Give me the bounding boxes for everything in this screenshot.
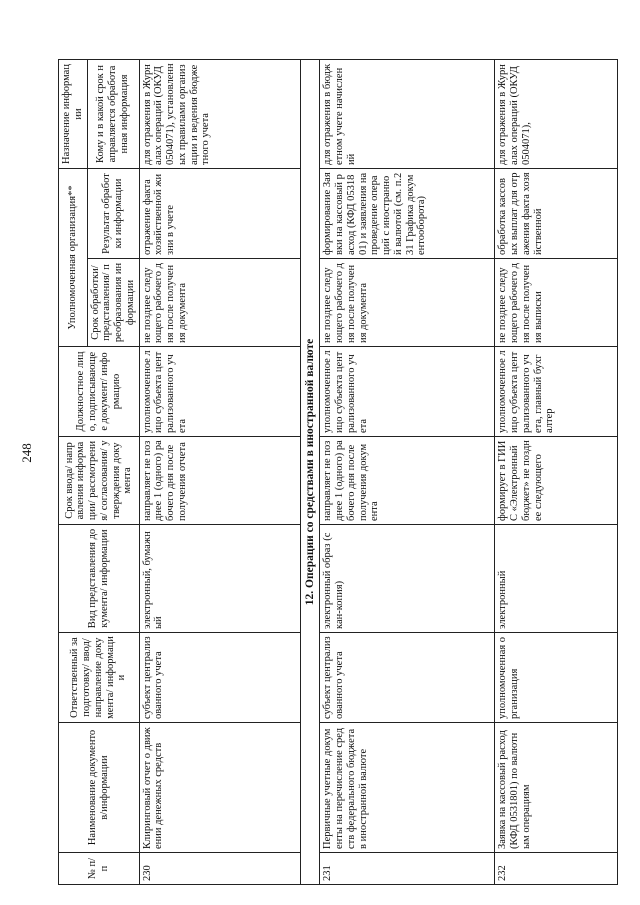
header-official: Должностное лицо, подписывающее документ/ информацию <box>59 347 140 437</box>
cell-name: Заявка на кассовый расход (КФД 0531801) по валютным операциям <box>495 723 618 853</box>
section-row <box>300 60 320 885</box>
header-deadline: Срок ввода/ направления информации/ рассмотрения/ согласования/ утверждения документа <box>59 437 140 525</box>
table-row <box>320 60 495 885</box>
cell-responsible: субъект централизованного учета <box>139 633 300 723</box>
cell-num: 230 <box>139 853 300 885</box>
header-processing-result: Результат обработки информации <box>87 169 139 259</box>
cell-recipient: для отражения в Журналах операций (ОКУД 0504071), установленных правилами организации и ведения бюджетного учета <box>139 60 300 169</box>
cell-recipient: для отражения в Журналах операций (ОКУД 0504071), <box>495 60 618 169</box>
cell-name: Первичные учетные документы на перечисление средств федерального бюджета в иностранной валюте <box>320 723 495 853</box>
cell-official: уполномоченное лицо субъекта централизованного учета, главный бухгалтер <box>495 347 618 437</box>
page-number: 248 <box>19 443 34 463</box>
cell-processing-deadline: не позднее следующего рабочего дня после получения документа <box>139 259 300 347</box>
header-responsible: Ответственный за подготовку/ ввод/ направление документа/ информации <box>59 633 140 723</box>
cell-official: уполномоченное лицо субъекта централизованного учета <box>139 347 300 437</box>
header-authorized-org: Уполномоченная организация** <box>59 169 88 347</box>
cell-recipient: для отражения в бюджетном учете начислений <box>320 60 495 169</box>
header-num: № п/п <box>59 853 140 885</box>
cell-form: электронный, бумажный <box>139 525 300 633</box>
table-row <box>139 60 300 885</box>
cell-name: Клиринговый отчет о движении денежных средств <box>139 723 300 853</box>
cell-official: уполномоченное лицо субъекта централизованного учета <box>320 347 495 437</box>
cell-responsible: субъект централизованного учета <box>320 633 495 723</box>
header-purpose: Назначение информации <box>59 60 88 169</box>
cell-num: 231 <box>320 853 495 885</box>
cell-num: 232 <box>495 853 618 885</box>
header-name: Наименование документов/информации <box>59 723 140 853</box>
cell-processing-result: формирование Заявки на кассовый расход (КФД 0531801) и заявления на проведение операций с иностранной валютой (см. п.231 Графика документооборота) <box>320 169 495 259</box>
cell-processing-deadline: не позднее следующего рабочего дня после получения выписки <box>495 259 618 347</box>
cell-processing-deadline: не позднее следующего рабочего дня после получения документа <box>320 259 495 347</box>
cell-processing-result: отражение факта хозяйственной жизни в учете <box>139 169 300 259</box>
header-processing-deadline: Срок обработки/ представления/ преобразования информации <box>87 259 139 347</box>
section-title: 12. Операции со средствами в иностранной валюте <box>300 60 320 885</box>
document-flow-table <box>58 59 618 885</box>
table-row <box>495 60 618 885</box>
header-recipient: Кому и в какой срок направляется обработанная информация <box>87 60 139 169</box>
header-form: Вид представления документа/ информации <box>59 525 140 633</box>
cell-form: электронный <box>495 525 618 633</box>
cell-processing-result: обработка кассовых выплат для отражения факта хозяйственной <box>495 169 618 259</box>
cell-responsible: уполномоченная организация <box>495 633 618 723</box>
cell-deadline: формирует в ГИИС «Электронный бюджет» не позднее следующего <box>495 437 618 525</box>
header-row-top <box>59 60 88 885</box>
rotated-table-container <box>58 60 626 885</box>
cell-deadline: направляет не позднее 1 (одного) рабочего дня после получения отчета <box>139 437 300 525</box>
cell-deadline: направляет не позднее 1 (одного) рабочего дня после получения документа <box>320 437 495 525</box>
cell-form: электронный образ (скан-копия) <box>320 525 495 633</box>
